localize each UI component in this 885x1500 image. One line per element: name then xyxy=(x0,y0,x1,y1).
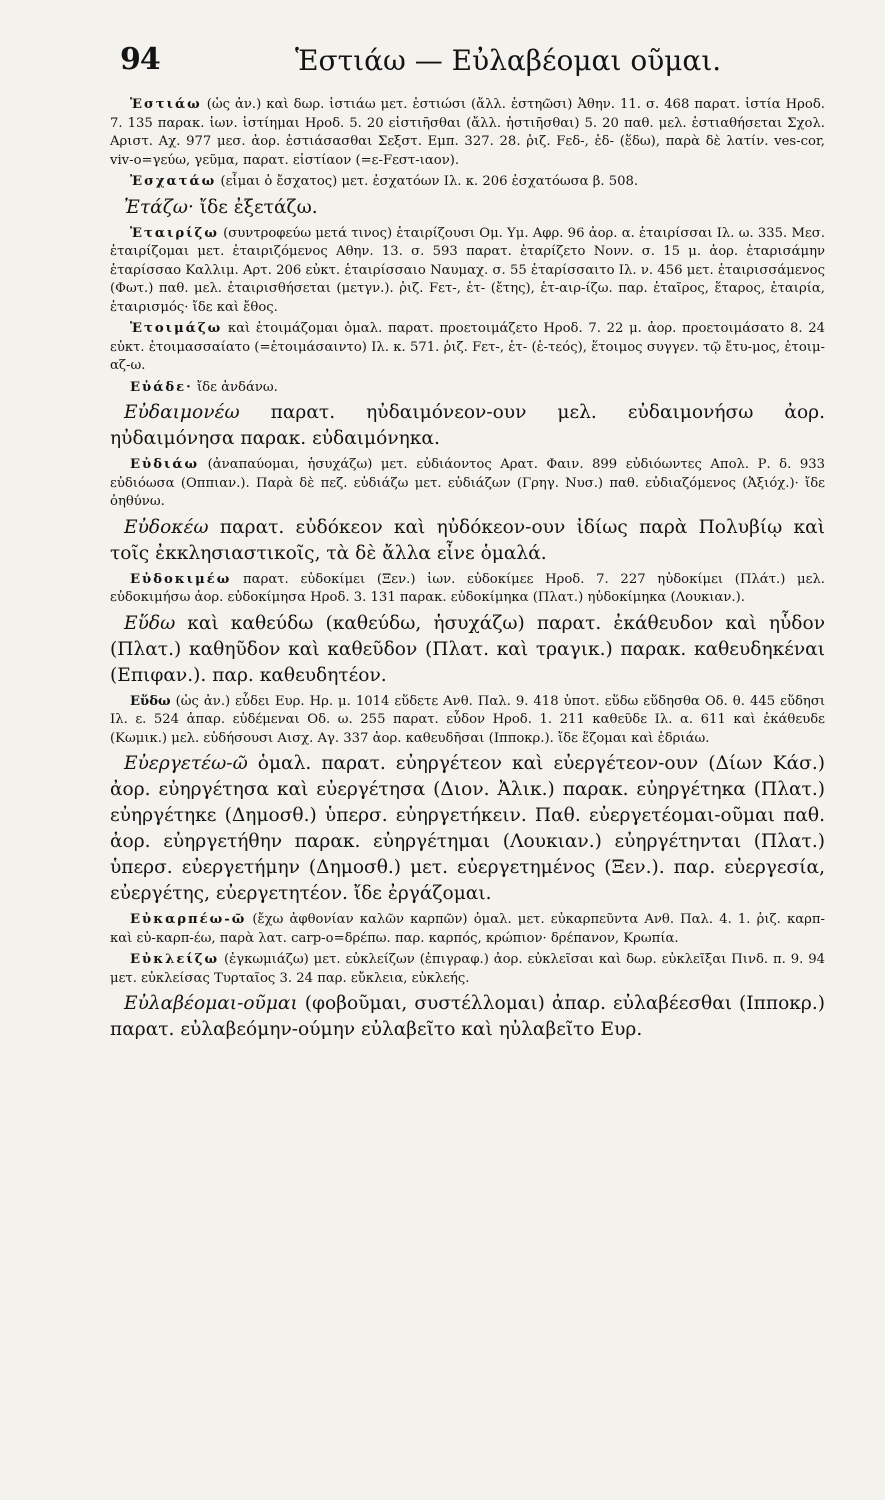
entry-text: (συντροφεύω μετά τινος) ἑταιρίζουσι Ομ. Υμ. Αφρ. 96 ἀορ. α. ἑταιρίσσαι Ιλ. ω. 335. Μεσ. ἑταιρίζομαι μετ. ἑταιριζόμενος Αθην. 13. σ. 593 παρατ. ἑταρίζετο Νονν. σ. 15 μ. ἀορ. ἑταρισάμην ἑταρίσσαο Καλλιμ. Αρτ. 206 εὐκτ. ἑταιρίσσαιο Ναυμαχ. σ. 55 ἑταρίσσαιτο Ιλ. ν. 456 μετ. ἑταιρισσάμενος (Φωτ.) παθ. μελ. ἑταιρισθήσεται (μετγν.). ῥιζ. Fετ-, ἑτ- (ἔτης), ἑτ-αιρ-ίζω. παρ. ἑταῖρος, ἕταρος, ἑταιρία, ἑταιρισμός· ἴδε καὶ ἔθος. xyxy=(110,225,825,315)
entry-headword: Εὕδω xyxy=(130,693,171,709)
entry-headword: Ἑτοιμάζω xyxy=(130,321,223,336)
entry-text: παρατ. ηὐδαιμόνεον-ουν μελ. εὐδαιμονήσω ἀορ. ηὐδαιμόνησα παρακ. εὐδαιμόνηκα. xyxy=(110,402,825,449)
entry-eudokeo xyxy=(110,515,825,567)
entry-text: ἴδε ἁνδάνω. xyxy=(196,379,278,395)
page-number: 94 xyxy=(120,42,160,77)
entry-eudokimeo xyxy=(110,571,825,608)
entry-headword: Ἐσχατάω xyxy=(130,174,217,189)
entry-text: ἴδε ἐξετάζω. xyxy=(199,196,318,218)
entry-euergeteo xyxy=(110,751,825,907)
entry-hetoimazo xyxy=(110,320,825,376)
entry-text: ὁμαλ. παρατ. εὐηργέτεον καὶ εὐεργέτεον-ουν (Δίων Κάσ.) ἀορ. εὐηργέτησα καὶ εὐεργέτησα (Διον. Ἀλικ.) παρακ. εὐηργέτηκα (Πλατ.) εὐηργέτηκε (Δημοσθ.) ὑπερσ. εὐηργετήκειν. Παθ. εὐεργετέομαι-οῦμαι παθ. ἀορ. εὐηργετήθην παρακ. εὐηργέτημαι (Λουκιαν.) εὐηργέτηνται (Πλατ.) ὑπερσ. εὐεργετήμην (Δημοσθ.) μετ. εὐεργετημένος (Ξεν.). παρ. εὐεργεσία, εὐεργέτης, εὐεργετητέον. ἴδε ἐργάζομαι. xyxy=(110,753,826,904)
entry-eudiao xyxy=(110,456,825,512)
entry-eudaimoneo xyxy=(110,400,825,452)
running-head: Ἑστιάω — Εὐλαβέομαι οῦμαι. xyxy=(295,44,722,77)
entry-text: (ὡς ἀν.) καὶ δωρ. ἱστιάω μετ. ἑστιώσι (ἄλλ. ἑστηῶσι) Ἀθην. 11. σ. 468 παρατ. ἱστία Ηροδ. 7. 135 παρακ. ἰων. ἱστίημαι Ηροδ. 5. 20 εἱστιῆσθαι (ἄλλ. ἡστιῆσθαι) 5. 20 παθ. μελ. ἑστιαθήσεται Σχολ. Αριστ. Αχ. 977 μεσ. ἀορ. ἑστιάσασθαι Σεξστ. Εμπ. 327. 28. ῥιζ. Fεδ-, ἑδ- (ἕδω), παρὰ δὲ λατίν. ves-cor, viv-o=γεύω, γεῦμα, παρατ. εἰστίαον (=ε-Fεστ-ιαον). xyxy=(110,97,825,168)
entry-etazo xyxy=(110,195,825,221)
entry-heudo-small xyxy=(110,693,825,749)
entry-text: (ὡς ἀν.) εὗδει Ευρ. Ηρ. μ. 1014 εὕδετε Ανθ. Παλ. 9. 418 ὑποτ. εὕδω εὕδησθα Οδ. θ. 445 εὕδησι Ιλ. ε. 524 ἀπαρ. εὑδέμεναι Οδ. ω. 255 παρατ. εὗδον Ηροδ. 1. 211 καθεῦδε Ιλ. α. 611 καὶ ἐκάθευδε (Κωμικ.) μελ. εὑδήσουσι Αισχ. Αγ. 337 ἀορ. καθευδῆσαι (Ιπποκρ.). ἴδε ἕζομαι καὶ ἑδριάω. xyxy=(110,693,825,746)
entry-headword: Εὐδιάω xyxy=(130,457,200,472)
entry-headword: Εὐκαρπέω-ῶ xyxy=(130,912,247,927)
entry-headword: Εὐάδε· xyxy=(130,379,193,395)
entry-text: (φοβοῦμαι, συστέλλομαι) ἀπαρ. εὐλαβέεσθαι (Ιπποκρ.) παρατ. εὐλαβεόμην-ούμην εὐλαβεῖτο καὶ ηὐλαβεῖτο Ευρ. xyxy=(110,993,825,1040)
entry-headword: Εὐδοκέω xyxy=(124,516,209,538)
entry-headword: Ἐτάζω· xyxy=(124,196,194,218)
entry-eukarpeo xyxy=(110,911,825,948)
entry-text: (ἀναπαύομαι, ἡσυχάζω) μετ. εὐδιάοντος Αρατ. Φαιν. 899 εὐδιόωντες Απολ. Ρ. δ. 933 εὐδιόωσα (Οππιαν.). Παρὰ δὲ πεζ. εὐδιάζω μετ. εὐδιάζων (Γρηγ. Νυσ.) παθ. εὐδιαζόμενος (Ἀξιόχ.)· ἴδε ὀηθύνω. xyxy=(110,457,826,509)
entry-hetairizo xyxy=(110,225,825,318)
entry-headword: Εὐδαιμονέω xyxy=(124,402,240,423)
entry-eulabeomai xyxy=(110,991,825,1043)
entry-headword: Ἑστιάω xyxy=(130,97,202,112)
entry-text: καὶ ἑτοιμάζομαι ὁμαλ. παρατ. προετοιμάζετο Ηροδ. 7. 22 μ. ἀορ. προετοιμάσατο 8. 24 εὐκτ. ἑτοιμασσαίατο (=ἑτοιμάσαιντο) Ιλ. κ. 571. ῥιζ. Fετ-, ἑτ- (ἑ-τεός), ἕτοιμος συγγεν. τῷ ἔτυ-μος, ἑτοιμ-αζ-ω. xyxy=(110,321,825,373)
entry-headword: Εὐδοκιμέω xyxy=(130,571,232,587)
entry-headword: Εὐεργετέω-ῶ xyxy=(124,753,248,774)
entry-text: παρατ. εὐδοκίμει (Ξεν.) ἰων. εὐδοκίμεε Ηροδ. 7. 227 ηὐδοκίμει (Πλάτ.) μελ. εὐδοκιμήσω ἀορ. εὐδοκίμησα Ηροδ. 3. 131 παρακ. εὐδοκίμηκα (Πλατ.) ηὐδοκίμηκα (Λουκιαν.). xyxy=(110,571,825,605)
page-header xyxy=(110,42,825,96)
entry-estiao xyxy=(110,96,825,170)
entry-text: παρατ. εὐδόκεον καὶ ηὐδόκεον-ουν ἰδίως παρὰ Πολυβίῳ καὶ τοῖς ἐκκλησιαστικοῖς, τὰ δὲ ἄλλα εἶνε ὁμαλά. xyxy=(110,516,825,564)
entry-eukleizo xyxy=(110,951,825,988)
entry-text: (ἔχω ἀφθονίαν καλῶν καρπῶν) ὁμαλ. μετ. εὐκαρπεῦντα Ανθ. Παλ. 4. 1. ῥιζ. καρπ- καὶ εὐ-καρπ-έω, παρὰ λατ. carp-o=δρέπω. παρ. καρπός, κρώπιον· δρέπανον, Κρωπία. xyxy=(110,912,825,946)
entry-text: καὶ καθεύδω (καθεύδω, ἡσυχάζω) παρατ. ἐκάθευδον καὶ ηὗδον (Πλατ.) καθηῦδον καὶ καθεῦδον (Πλατ. καὶ τραγικ.) παρακ. καθευδηκέναι (Επιφαν.). παρ. καθευδητέον. xyxy=(110,612,825,686)
entry-headword: Εὐκλείζω xyxy=(130,952,220,967)
entry-eschatao xyxy=(110,173,825,192)
entry-headword: Εὕδω xyxy=(124,612,176,634)
entry-headword: Ἑταιρίζω xyxy=(130,225,219,241)
entry-heudo-large xyxy=(110,611,825,689)
entry-text: (ἐγκωμιάζω) μετ. εὐκλείζων (ἐπιγραφ.) ἀορ. εὐκλεῖσαι καὶ δωρ. εὐκλεῖξαι Πινδ. π. 9. 94 μετ. εὐκλείσας Τυρταῖος 3. 24 παρ. εὔκλεια, εὐκλεής. xyxy=(110,952,825,986)
entry-headword: Εὐλαβέομαι-οῦμαι xyxy=(124,993,298,1014)
entry-euade xyxy=(110,379,825,398)
entry-text: (εἶμαι ὁ ἔσχατος) μετ. ἐσχατόων Ιλ. κ. 206 ἐσχατόωσα β. 508. xyxy=(220,174,639,189)
